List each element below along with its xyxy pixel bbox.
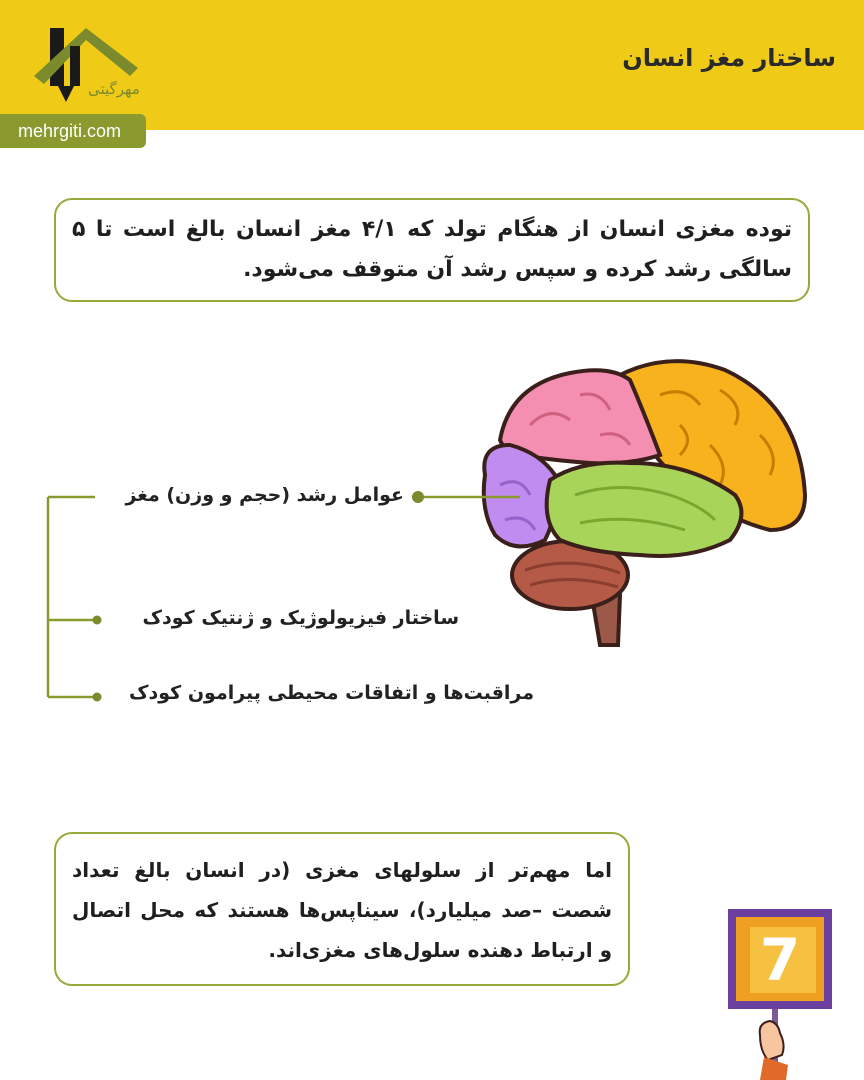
intro-card xyxy=(54,198,810,302)
logo-text: مهرگیتی xyxy=(88,80,140,98)
page-title: ساختار مغز انسان xyxy=(622,44,836,72)
note-text: اما مهم‌تر از سلولهای مغزی (در انسان بالغ تعداد شصت –صد میلیارد)، سیناپس‌ها هستند که محل اتصال و ارتباط دهنده سلول‌های مغزی‌اند. xyxy=(72,858,612,962)
factor-brain-growth: عوامل رشد (حجم و وزن) مغز xyxy=(125,484,404,506)
brain-illustration xyxy=(470,345,820,655)
site-url-badge[interactable]: mehrgiti.com xyxy=(0,114,146,148)
factor-environment: مراقبت‌ها و اتفاقات محیطی پیرامون کودک xyxy=(129,682,534,704)
factor-genetics: ساختار فیزیولوژیک و ژنتیک کودک xyxy=(142,607,459,629)
note-card xyxy=(54,832,630,986)
number-sign xyxy=(720,905,840,1080)
intro-text: توده مغزی انسان از هنگام تولد که ۴/۱ مغز انسان بالغ است تا ۵ سالگی رشد کرده و سپس رشد آن متوقف می‌شود. xyxy=(72,217,793,282)
sign-number: 7 xyxy=(759,926,801,994)
header-bar xyxy=(0,0,864,130)
